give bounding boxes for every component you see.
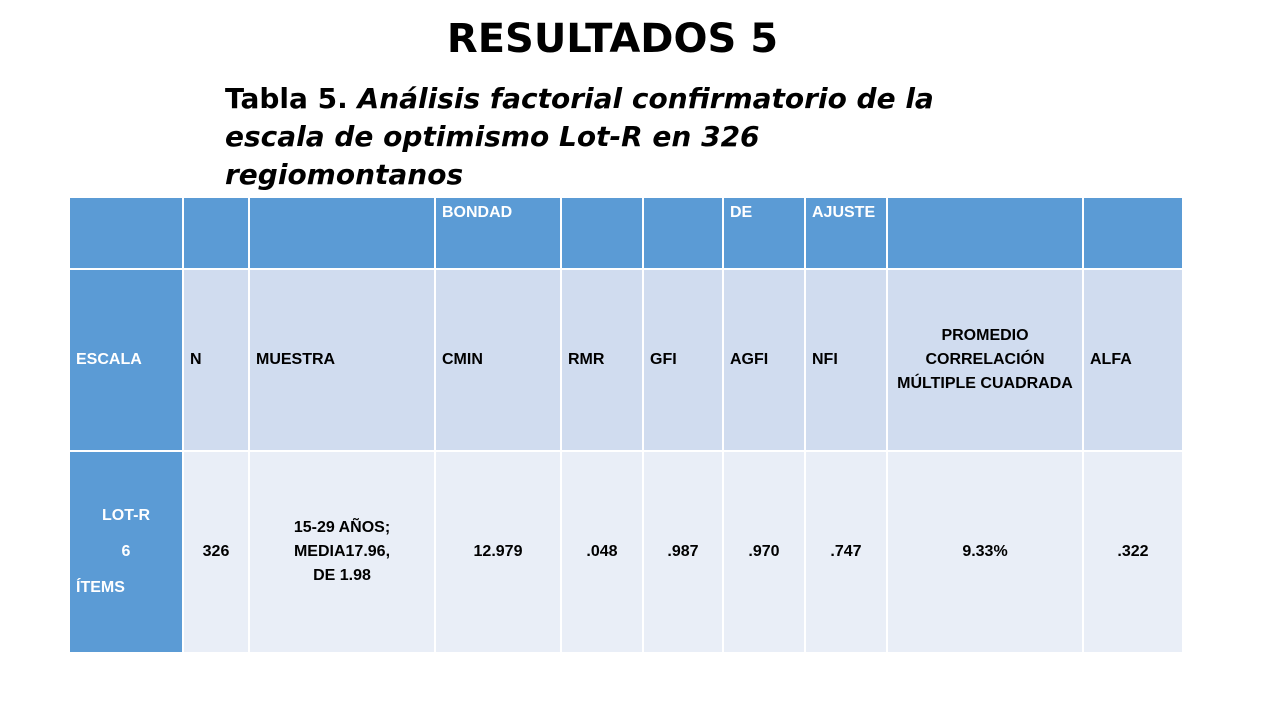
col-header-muestra: MUESTRA [249, 269, 435, 451]
header-cell-de: DE [723, 197, 805, 269]
header-cell [561, 197, 643, 269]
col-header-escala: ESCALA [69, 269, 183, 451]
header-cell [249, 197, 435, 269]
scale-cell: LOT-R 6 ÍTEMS [69, 451, 183, 653]
col-header-nfi: NFI [805, 269, 887, 451]
col-header-n: N [183, 269, 249, 451]
slide-title: RESULTADOS 5 [446, 16, 779, 62]
cmin-cell: 12.979 [435, 451, 561, 653]
header-cell [1083, 197, 1183, 269]
sample-cell: 15-29 AÑOS; MEDIA17.96, DE 1.98 [249, 451, 435, 653]
results-table [68, 196, 1184, 654]
col-header-cmin: CMIN [435, 269, 561, 451]
col-header-rmr: RMR [561, 269, 643, 451]
col-header-alfa: ALFA [1083, 269, 1183, 451]
header-cell [643, 197, 723, 269]
table-caption [225, 80, 1005, 194]
agfi-cell: .970 [723, 451, 805, 653]
rmr-cell: .048 [561, 451, 643, 653]
promedio-cell: 9.33% [887, 451, 1083, 653]
header-cell [69, 197, 183, 269]
table-row [69, 451, 1183, 653]
alfa-cell: .322 [1083, 451, 1183, 653]
col-header-gfi: GFI [643, 269, 723, 451]
header-cell-bondad: BONDAD [435, 197, 561, 269]
caption-prefix: Tabla 5. [225, 82, 348, 115]
n-cell: 326 [183, 451, 249, 653]
header-row [69, 197, 1183, 269]
column-header-row [69, 269, 1183, 451]
col-header-agfi: AGFI [723, 269, 805, 451]
header-cell-ajuste: AJUSTE [805, 197, 887, 269]
header-cell [887, 197, 1083, 269]
caption-italic: Análisis factorial confirmatorio de la escala de optimismo Lot-R en 326 regiomontanos [225, 82, 934, 191]
col-header-promedio: PROMEDIO CORRELACIÓN MÚLTIPLE CUADRADA [887, 269, 1083, 451]
nfi-cell: .747 [805, 451, 887, 653]
gfi-cell: .987 [643, 451, 723, 653]
header-cell [183, 197, 249, 269]
